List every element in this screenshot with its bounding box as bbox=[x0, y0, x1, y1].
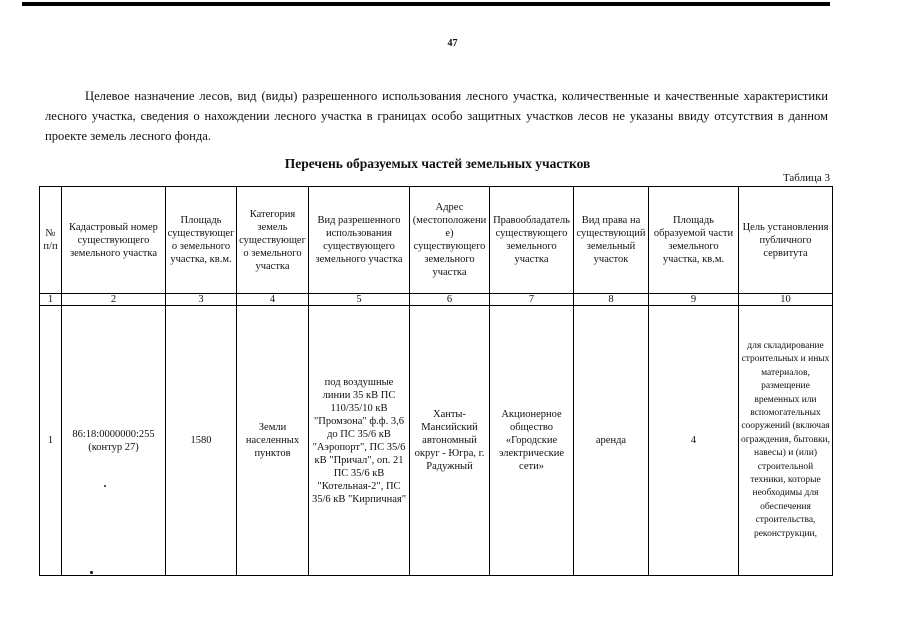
column-header: Цель установления публичного сервитута bbox=[739, 187, 833, 294]
column-number: 6 bbox=[410, 294, 490, 306]
parcel-address: Ханты-Мансийский автономный округ - Югра, г. Радужный bbox=[410, 306, 490, 576]
part-area: 4 bbox=[649, 306, 739, 576]
intro-paragraph: Целевое назначение лесов, вид (виды) разрешенного использования лесного участка, количественные и качественные характеристики лесного участка, сведения о нахождении лесного участка в границах особо защитных участков лесов не указаны ввиду отсутствия в данном проекте земель лесного фонда. bbox=[45, 89, 828, 143]
right-holder: Акционерное общество «Городские электрические сети» bbox=[490, 306, 574, 576]
table-title: Перечень образуемых частей земельных участков bbox=[284, 156, 591, 171]
table-label: Таблица 3 bbox=[782, 172, 830, 184]
page-number: 47 bbox=[447, 38, 458, 49]
column-header: Категория земель существующего земельного участка bbox=[237, 187, 309, 294]
column-header: Адрес (местоположение) существующего земельного участка bbox=[410, 187, 490, 294]
scan-speck bbox=[104, 485, 106, 487]
column-header: Правообладатель существующего земельного участка bbox=[490, 187, 574, 294]
column-header: № п/п bbox=[40, 187, 62, 294]
column-number: 10 bbox=[739, 294, 833, 306]
column-number: 8 bbox=[574, 294, 649, 306]
parcels-table bbox=[39, 186, 833, 576]
column-header: Площадь образуемой части земельного участка, кв.м. bbox=[649, 187, 739, 294]
top-rule bbox=[22, 2, 830, 6]
right-type: аренда bbox=[574, 306, 649, 576]
table-row bbox=[40, 306, 833, 576]
table-header-row bbox=[40, 187, 833, 294]
parcel-area: 1580 bbox=[166, 306, 237, 576]
servitude-purpose: для складирование строительных и иных материалов, размещение временных или вспомогательных сооружений (включая ограждения, бытовки, навесы) и (или) строительной техники, которые необходимы для обеспечения строительства, реконструкции, bbox=[739, 306, 833, 576]
column-number: 7 bbox=[490, 294, 574, 306]
column-header: Кадастровый номер существующего земельного участка bbox=[62, 187, 166, 294]
column-number: 5 bbox=[309, 294, 410, 306]
column-header: Площадь существующего земельного участка, кв.м. bbox=[166, 187, 237, 294]
cadastral-number: 86:18:0000000:255 (контур 27) bbox=[62, 306, 166, 576]
column-header: Вид права на существующий земельный участок bbox=[574, 187, 649, 294]
column-number: 9 bbox=[649, 294, 739, 306]
column-number: 1 bbox=[40, 294, 62, 306]
column-number: 4 bbox=[237, 294, 309, 306]
land-category: Земли населенных пунктов bbox=[237, 306, 309, 576]
column-header: Вид разрешенного использования существующего земельного участка bbox=[309, 187, 410, 294]
row-number: 1 bbox=[40, 306, 62, 576]
column-number: 2 bbox=[62, 294, 166, 306]
scan-speck bbox=[90, 571, 93, 574]
column-number: 3 bbox=[166, 294, 237, 306]
column-number-row bbox=[40, 294, 833, 306]
permitted-use: под воздушные линии 35 кВ ПС 110/35/10 кВ "Промзона" ф.ф. 3,6 до ПС 35/6 кВ "Аэропорт", ПС 35/6 кВ "Причал", оп. 21 ПС 35/6 кВ "Котельная-2", ПС 35/6 кВ "Кирпичная" bbox=[309, 306, 410, 576]
